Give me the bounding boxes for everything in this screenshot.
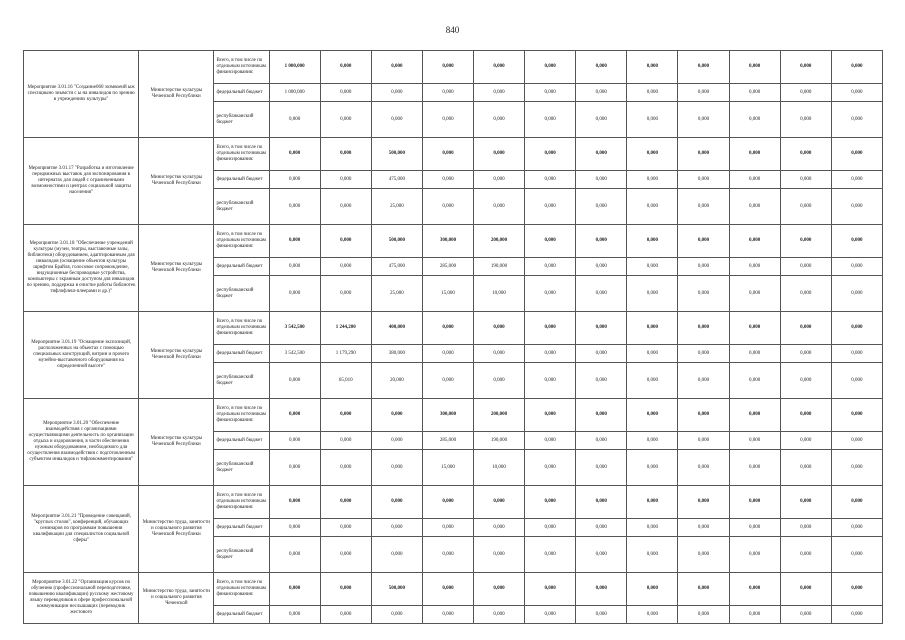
amount-cell: 500,000 [371,225,422,258]
amount-cell: 400,000 [371,312,422,345]
funding-table [23,50,883,624]
funding-row-total [24,573,883,606]
amount-cell: 0,000 [678,450,729,486]
amount-cell: 0,000 [525,432,576,450]
amount-cell: 0,000 [729,51,780,84]
funding-source-label: Всего, в том числе по отдельным источникам финансирования: [214,225,269,258]
amount-cell: 0,000 [780,573,831,606]
amount-cell: 0,000 [525,399,576,432]
amount-cell: 0,000 [729,171,780,189]
funding-source-label: федеральный бюджет [214,519,269,537]
amount-cell: 0,000 [729,276,780,312]
amount-cell: 0,000 [525,486,576,519]
amount-cell: 0,000 [422,363,473,399]
amount-cell: 0,000 [780,399,831,432]
amount-cell: 0,000 [474,573,525,606]
measure-name: Мероприятие 3.01.20 "Обеспечение взаимодействия с организациями осуществляющими деятельность по организации отдыха и оздоровления, в части обеспечения нужным оборудованием, необходимого для осуществления взаимодействия с подготовленным субъектом инвалидов и тифлокомментирования" [24,399,139,486]
amount-cell: 1 000,000 [269,51,320,84]
funding-source-label: республиканский бюджет [214,363,269,399]
amount-cell: 0,000 [678,225,729,258]
amount-cell: 0,000 [831,138,882,171]
funding-source-label: республиканский бюджет [214,450,269,486]
amount-cell: 0,000 [627,102,678,138]
amount-cell: 0,000 [729,606,780,624]
amount-cell: 0,000 [678,573,729,606]
amount-cell: 0,000 [678,432,729,450]
amount-cell: 200,000 [474,225,525,258]
amount-cell: 0,000 [525,312,576,345]
amount-cell: 0,000 [525,84,576,102]
amount-cell: 0,000 [269,519,320,537]
amount-cell: 0,000 [780,486,831,519]
amount-cell: 0,000 [780,519,831,537]
amount-cell: 0,000 [576,399,627,432]
amount-cell: 0,000 [678,399,729,432]
executor: Министерство культуры Чеченской Республики [139,138,214,225]
amount-cell: 0,000 [627,312,678,345]
amount-cell: 0,000 [525,537,576,573]
amount-cell: 0,000 [729,363,780,399]
amount-cell: 0,000 [729,138,780,171]
amount-cell: 0,000 [269,573,320,606]
amount-cell: 0,000 [576,51,627,84]
amount-cell: 0,000 [627,138,678,171]
amount-cell: 0,000 [831,225,882,258]
amount-cell: 0,000 [831,276,882,312]
measure-name: Мероприятие 3.01.17 "Разработка и изготовление передвижных выставок для экспонирования в интернатах для людей с ограниченными возможностями и центрах социальной защиты населения" [24,138,139,225]
amount-cell: 0,000 [627,171,678,189]
amount-cell: 0,000 [576,363,627,399]
amount-cell: 0,000 [320,102,371,138]
amount-cell: 0,000 [627,573,678,606]
amount-cell: 0,000 [678,486,729,519]
amount-cell: 300,000 [422,399,473,432]
amount-cell: 285,000 [422,258,473,276]
amount-cell: 3 542,500 [269,312,320,345]
amount-cell: 0,000 [320,225,371,258]
funding-row-total [24,225,883,258]
amount-cell: 0,000 [320,450,371,486]
amount-cell: 0,000 [422,51,473,84]
amount-cell: 0,000 [729,573,780,606]
amount-cell: 0,000 [422,606,473,624]
amount-cell: 0,000 [320,537,371,573]
funding-source-label: Всего, в том числе по отдельным источникам финансирования: [214,486,269,519]
amount-cell: 0,000 [627,276,678,312]
amount-cell: 0,000 [525,225,576,258]
amount-cell: 0,000 [371,51,422,84]
amount-cell: 190,000 [474,258,525,276]
amount-cell: 0,000 [678,276,729,312]
funding-row-total [24,51,883,84]
amount-cell: 0,000 [371,450,422,486]
amount-cell: 0,000 [320,432,371,450]
amount-cell: 0,000 [780,171,831,189]
amount-cell: 475,000 [371,171,422,189]
amount-cell: 0,000 [627,486,678,519]
amount-cell: 0,000 [678,537,729,573]
amount-cell: 0,000 [525,138,576,171]
amount-cell: 20,000 [371,363,422,399]
amount-cell: 0,000 [780,312,831,345]
amount-cell: 0,000 [831,312,882,345]
amount-cell: 0,000 [371,486,422,519]
measure-name: Мероприятие 3.01.21 "Проведение совещаний, "круглых столов", конференций, обучающих семинаров по программам повышения квалификации для специалистов социальной сферы" [24,486,139,573]
amount-cell: 0,000 [627,537,678,573]
funding-row-total [24,399,883,432]
amount-cell: 200,000 [474,399,525,432]
funding-source-label: Всего, в том числе по отдельным источникам финансирования: [214,573,269,606]
amount-cell: 0,000 [576,84,627,102]
amount-cell: 0,000 [269,399,320,432]
amount-cell: 0,000 [780,345,831,363]
amount-cell: 1 000,000 [269,84,320,102]
amount-cell: 0,000 [627,189,678,225]
measure-name: Мероприятие 3.01.22 "Организация курсов по обучению (профессиональной переподготовке, повышению квалификации) русскому жестовому языку переводчиков в сфере профессиональной коммуникации неслышащих (переводчик жестового [24,573,139,624]
amount-cell: 0,000 [678,102,729,138]
amount-cell: 0,000 [780,450,831,486]
amount-cell: 0,000 [371,102,422,138]
amount-cell: 0,000 [678,345,729,363]
amount-cell: 0,000 [576,312,627,345]
amount-cell: 0,000 [780,363,831,399]
amount-cell: 0,000 [780,84,831,102]
amount-cell: 0,000 [831,573,882,606]
funding-source-label: республиканский бюджет [214,276,269,312]
amount-cell: 0,000 [371,537,422,573]
amount-cell: 0,000 [525,258,576,276]
amount-cell: 0,000 [729,519,780,537]
amount-cell: 0,000 [576,606,627,624]
amount-cell: 0,000 [320,606,371,624]
amount-cell: 0,000 [780,102,831,138]
amount-cell: 0,000 [729,258,780,276]
amount-cell: 10,000 [474,450,525,486]
funding-source-label: республиканский бюджет [214,102,269,138]
amount-cell: 0,000 [525,519,576,537]
funding-row-total [24,138,883,171]
amount-cell: 0,000 [729,225,780,258]
amount-cell: 0,000 [831,450,882,486]
amount-cell: 0,000 [678,84,729,102]
amount-cell: 0,000 [576,171,627,189]
amount-cell: 0,000 [371,606,422,624]
amount-cell: 0,000 [831,84,882,102]
amount-cell: 0,000 [371,399,422,432]
amount-cell: 1 179,290 [320,345,371,363]
amount-cell: 0,000 [627,51,678,84]
funding-source-label: Всего, в том числе по отдельным источникам финансирования: [214,51,269,84]
amount-cell: 0,000 [474,312,525,345]
funding-row-total [24,486,883,519]
amount-cell: 0,000 [422,312,473,345]
amount-cell: 0,000 [422,171,473,189]
amount-cell: 0,000 [627,345,678,363]
amount-cell: 0,000 [269,225,320,258]
amount-cell: 0,000 [371,84,422,102]
amount-cell: 0,000 [627,225,678,258]
amount-cell: 0,000 [320,51,371,84]
amount-cell: 500,000 [371,573,422,606]
amount-cell: 0,000 [320,138,371,171]
amount-cell: 0,000 [269,189,320,225]
amount-cell: 0,000 [422,189,473,225]
page-number: 840 [445,25,460,35]
amount-cell: 0,000 [525,345,576,363]
amount-cell: 0,000 [576,432,627,450]
amount-cell: 0,000 [576,276,627,312]
amount-cell: 0,000 [269,138,320,171]
amount-cell: 0,000 [831,606,882,624]
amount-cell: 0,000 [831,432,882,450]
amount-cell: 0,000 [474,51,525,84]
amount-cell: 0,000 [831,519,882,537]
amount-cell: 0,000 [729,537,780,573]
amount-cell: 0,000 [576,537,627,573]
funding-source-label: федеральный бюджет [214,258,269,276]
executor: Министерство культуры Чеченской Республики [139,399,214,486]
amount-cell: 0,000 [678,189,729,225]
amount-cell: 0,000 [576,486,627,519]
measure-name: Мероприятие 3.01.19 "Оснащение экспозиций, расположенных на объектах с помощью специальных конструкций, витрин и прочего музейно-выставочного оборудования на определенной высоте" [24,312,139,399]
amount-cell: 0,000 [831,486,882,519]
amount-cell: 0,000 [269,171,320,189]
amount-cell: 0,000 [422,519,473,537]
amount-cell: 0,000 [371,519,422,537]
amount-cell: 190,000 [474,432,525,450]
amount-cell: 0,000 [269,363,320,399]
funding-source-label: республиканский бюджет [214,537,269,573]
amount-cell: 0,000 [627,450,678,486]
amount-cell: 0,000 [831,102,882,138]
amount-cell: 25,000 [371,276,422,312]
amount-cell: 0,000 [422,138,473,171]
amount-cell: 0,000 [627,399,678,432]
amount-cell: 0,000 [627,606,678,624]
amount-cell: 0,000 [269,102,320,138]
funding-row-total [24,312,883,345]
funding-source-label: федеральный бюджет [214,606,269,624]
amount-cell: 0,000 [320,573,371,606]
amount-cell: 0,000 [780,258,831,276]
amount-cell: 0,000 [678,258,729,276]
amount-cell: 0,000 [525,363,576,399]
amount-cell: 0,000 [474,345,525,363]
amount-cell: 1 244,200 [320,312,371,345]
amount-cell: 0,000 [525,189,576,225]
amount-cell: 0,000 [576,225,627,258]
amount-cell: 0,000 [474,138,525,171]
amount-cell: 0,000 [474,171,525,189]
funding-source-label: федеральный бюджет [214,84,269,102]
executor: Министерство культуры Чеченской Республики [139,312,214,399]
amount-cell: 0,000 [576,189,627,225]
amount-cell: 380,000 [371,345,422,363]
amount-cell: 0,000 [831,189,882,225]
amount-cell: 0,000 [678,606,729,624]
amount-cell: 300,000 [422,225,473,258]
amount-cell: 0,000 [474,537,525,573]
amount-cell: 0,000 [422,84,473,102]
amount-cell: 0,000 [525,606,576,624]
amount-cell: 0,000 [474,519,525,537]
amount-cell: 0,000 [371,432,422,450]
funding-source-label: Всего, в том числе по отдельным источникам финансирования: [214,138,269,171]
amount-cell: 0,000 [320,399,371,432]
amount-cell: 0,000 [678,51,729,84]
amount-cell: 0,000 [576,345,627,363]
amount-cell: 0,000 [678,519,729,537]
amount-cell: 0,000 [269,486,320,519]
amount-cell: 500,000 [371,138,422,171]
amount-cell: 0,000 [320,84,371,102]
amount-cell: 0,000 [576,102,627,138]
executor: Министерство культуры Чеченской Республики [139,225,214,312]
amount-cell: 0,000 [474,606,525,624]
amount-cell: 0,000 [474,102,525,138]
amount-cell: 0,000 [320,189,371,225]
amount-cell: 0,000 [320,486,371,519]
amount-cell: 0,000 [780,276,831,312]
amount-cell: 0,000 [320,519,371,537]
amount-cell: 0,000 [525,450,576,486]
amount-cell: 0,000 [729,432,780,450]
amount-cell: 0,000 [627,258,678,276]
amount-cell: 0,000 [422,537,473,573]
measure-name: Мероприятие 3.01.16 "Создание060 зозмвоеий ыж спесициыно знымсти с ы на инвалидов по зрению в учреждениях культуры" [24,51,139,138]
amount-cell: 0,000 [780,51,831,84]
amount-cell: 0,000 [678,312,729,345]
amount-cell: 0,000 [831,51,882,84]
funding-source-label: Всего, в том числе по отдельным источникам финансирования: [214,399,269,432]
amount-cell: 0,000 [627,84,678,102]
amount-cell: 65,010 [320,363,371,399]
amount-cell: 0,000 [576,519,627,537]
amount-cell: 0,000 [576,450,627,486]
funding-source-label: федеральный бюджет [214,171,269,189]
amount-cell: 0,000 [320,258,371,276]
amount-cell: 0,000 [525,171,576,189]
executor: Министерство труда, занятости и социального развития Чеченской [139,573,214,624]
amount-cell: 0,000 [780,537,831,573]
amount-cell: 0,000 [627,432,678,450]
amount-cell: 0,000 [422,486,473,519]
amount-cell: 0,000 [627,363,678,399]
amount-cell: 0,000 [525,102,576,138]
amount-cell: 0,000 [780,189,831,225]
executor: Министерство труда, занятости и социального развития Чеченской Республики [139,486,214,573]
amount-cell: 0,000 [320,171,371,189]
amount-cell: 0,000 [780,432,831,450]
amount-cell: 0,000 [627,519,678,537]
funding-source-label: федеральный бюджет [214,432,269,450]
measure-name: Мероприятие 3.01.18 "Обеспечение учреждений культуры (музеи, театры, выставочные залы, библиотеки) оборудованием, адаптированным для инвалидов (оснащение объектов культуры шрифтом Брайля, голосовое сопровождение, индукционные беспроводные устройства, компьютеры с экранным доступом для инвалидов по зрению, поддержка в очистке работы библиотек тифлофлеш-плеерами и др.)" [24,225,139,312]
amount-cell: 15,000 [422,276,473,312]
amount-cell: 285,000 [422,432,473,450]
amount-cell: 0,000 [269,258,320,276]
amount-cell: 0,000 [729,102,780,138]
executor: Министерство культуры Чеченской Республики [139,51,214,138]
amount-cell: 0,000 [269,432,320,450]
amount-cell: 0,000 [831,537,882,573]
amount-cell: 0,000 [422,102,473,138]
amount-cell: 0,000 [729,189,780,225]
amount-cell: 3 542,500 [269,345,320,363]
amount-cell: 0,000 [729,345,780,363]
amount-cell: 0,000 [678,171,729,189]
amount-cell: 0,000 [525,276,576,312]
amount-cell: 0,000 [525,573,576,606]
amount-cell: 0,000 [729,486,780,519]
funding-source-label: республиканский бюджет [214,189,269,225]
amount-cell: 0,000 [525,51,576,84]
amount-cell: 0,000 [678,138,729,171]
amount-cell: 0,000 [780,606,831,624]
amount-cell: 0,000 [831,258,882,276]
amount-cell: 0,000 [320,276,371,312]
funding-source-label: федеральный бюджет [214,345,269,363]
amount-cell: 0,000 [474,189,525,225]
amount-cell: 0,000 [576,573,627,606]
amount-cell: 0,000 [831,363,882,399]
amount-cell: 0,000 [269,537,320,573]
funding-source-label: Всего, в том числе по отдельным источникам финансирования: [214,312,269,345]
amount-cell: 0,000 [729,450,780,486]
amount-cell: 0,000 [780,138,831,171]
amount-cell: 0,000 [576,138,627,171]
amount-cell: 0,000 [474,363,525,399]
amount-cell: 25,000 [371,189,422,225]
amount-cell: 0,000 [729,84,780,102]
amount-cell: 0,000 [269,450,320,486]
amount-cell: 0,000 [474,84,525,102]
amount-cell: 0,000 [422,573,473,606]
amount-cell: 0,000 [576,258,627,276]
amount-cell: 475,000 [371,258,422,276]
amount-cell: 15,000 [422,450,473,486]
amount-cell: 10,000 [474,276,525,312]
amount-cell: 0,000 [269,276,320,312]
amount-cell: 0,000 [422,345,473,363]
amount-cell: 0,000 [474,486,525,519]
amount-cell: 0,000 [831,345,882,363]
amount-cell: 0,000 [729,399,780,432]
amount-cell: 0,000 [780,225,831,258]
amount-cell: 0,000 [831,171,882,189]
amount-cell: 0,000 [269,606,320,624]
amount-cell: 0,000 [729,312,780,345]
amount-cell: 0,000 [678,363,729,399]
amount-cell: 0,000 [831,399,882,432]
